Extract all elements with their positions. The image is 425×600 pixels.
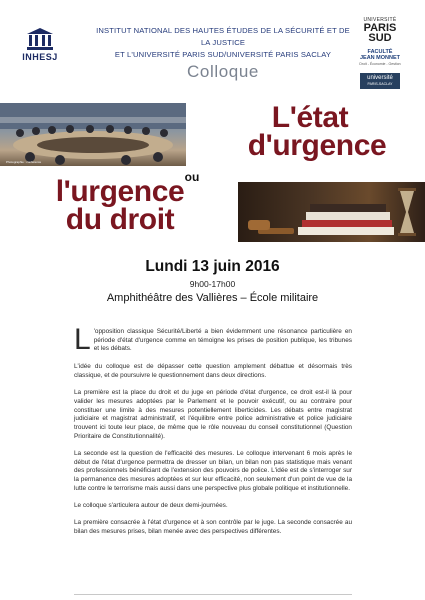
event-venue: Amphithéâtre des Vallières – École militaire	[106, 292, 319, 304]
institute-line-1: INSTITUT NATIONAL DES HAUTES ÉTUDES DE LA SÉCURITÉ ET DE LA JUSTICE	[96, 26, 350, 47]
paragraph-2: L'idée du colloque est de dépasser cette question amplement débattue et désormais très classique, et de poursuivre le questionnement dans deux directions.	[74, 363, 352, 379]
saclay-logo	[360, 73, 400, 89]
columns-icon	[27, 28, 53, 50]
faculty-subtitle: Droit - Économie - Gestion	[359, 62, 401, 66]
university-label: UNIVERSITÉ	[363, 17, 397, 23]
books-hourglass-photo	[238, 182, 425, 242]
event-type: Colloque	[187, 62, 259, 81]
bottom-divider	[74, 594, 352, 595]
institute-heading	[92, 25, 354, 61]
paragraph-5: Le colloque s'articulera autour de deux demi-journées.	[74, 502, 228, 510]
event-date: Lundi 13 juin 2016	[145, 258, 280, 275]
hourglass-illustration	[238, 182, 425, 242]
paragraph-3: La première est la place du droit et du juge en période d'état d'urgence, ce droit est-il là pour valider les mesures adoptées par le Parlement et le pouvoir exécutif, ou au contraire pour constituer une limite à des mesures potentiellement liberticides. Les débats entre magistrat judiciaire et magistrat administratif, et l'équilibre entre police administrative et police judiciaire trouvent ici toute leur place, de même que le rôle nouveau du conseil constitutionnel (Question Prioritaire de Constitutionnalité).	[74, 389, 352, 440]
event-hours: 9h00-17h00	[189, 279, 236, 289]
saclay-sub: PARIS-SACLAY	[367, 82, 393, 86]
title-line-3: l'urgence	[55, 175, 185, 208]
title-part-1	[190, 101, 422, 162]
paragraph-6: La première consacrée à l'état d'urgence et à son contrôle par le juge. La seconde consacrée au bilan des mesures prises, bilan menée avec des perspectives différentes.	[74, 519, 352, 536]
inhesj-logo	[18, 28, 62, 62]
paragraph-1-text: 'opposition classique Sécurité/Liberté a bien évidemment une résonance particulière en période d'état d'urgence comme en témoigne les prises de position publique, les tribunes et les débats.	[93, 328, 352, 353]
logo-acronym: INHESJ	[22, 52, 58, 62]
paragraph-4: La seconde est la question de l'efficacité des mesures. Le colloque intervenant 6 mois après le début de l'état d'urgence permettra de dresser un bilan, un bilan non pas statistique mais venant des professionnels bénéficiant de l'extension des pouvoirs de police. L'idée est de s'interroger sur la permanence des mesures adoptées et sur leur efficacité, non seulement d'un point de vue de la lutte contre le terrorisme mais aussi dans une perspective plus globale politique et institutionnelle.	[74, 449, 352, 492]
drop-cap: L	[74, 323, 91, 356]
title-line-4: du droit	[65, 203, 175, 236]
title-line-2: d'urgence	[247, 129, 387, 162]
faculty-name: JEAN MONNET	[359, 55, 401, 61]
photo-caption: Photographie : conférence	[6, 160, 42, 164]
faculty-label: FACULTÉ	[367, 49, 393, 55]
saclay-label: université	[367, 75, 393, 81]
paris-label: PARIS	[363, 22, 397, 34]
paragraph-1	[74, 323, 352, 356]
conference-photo	[0, 103, 186, 166]
institute-line-2: ET L'UNIVERSITÉ PARIS SUD/UNIVERSITÉ PARIS SACLAY	[114, 50, 332, 59]
description-body	[74, 323, 352, 545]
university-logo	[357, 17, 403, 89]
title-line-1: L'état	[271, 101, 349, 134]
title-conjunction: ou	[184, 170, 200, 184]
conference-illustration	[0, 103, 186, 166]
sud-label: SUD	[368, 32, 392, 44]
